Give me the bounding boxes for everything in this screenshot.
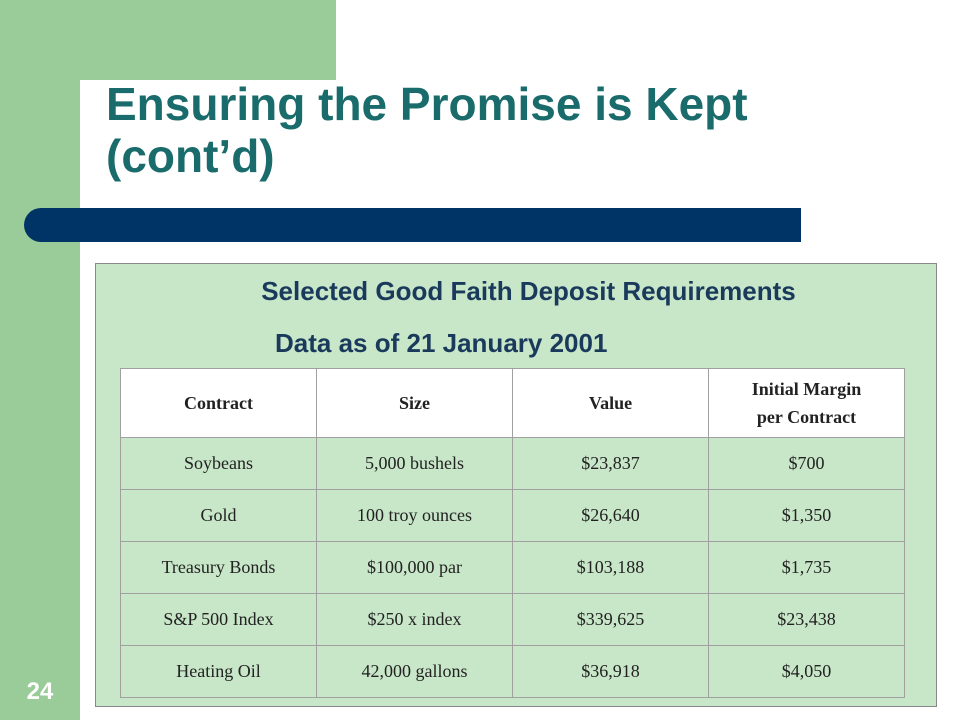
table-row — [121, 646, 905, 698]
slide-title-line-2: (cont’d) — [106, 130, 275, 182]
table-row — [121, 490, 905, 542]
cell-margin: $700 — [709, 438, 905, 490]
table-row — [121, 542, 905, 594]
cell-size: 5,000 bushels — [317, 438, 513, 490]
cell-contract: Treasury Bonds — [121, 542, 317, 594]
cell-value: $26,640 — [513, 490, 709, 542]
cell-contract: Gold — [121, 490, 317, 542]
cell-contract: Heating Oil — [121, 646, 317, 698]
cell-contract: S&P 500 Index — [121, 594, 317, 646]
cell-contract: Soybeans — [121, 438, 317, 490]
deposit-requirements-table — [120, 368, 905, 698]
cell-size: 42,000 gallons — [317, 646, 513, 698]
cell-value: $339,625 — [513, 594, 709, 646]
header-value: Value — [513, 369, 709, 438]
header-size: Size — [317, 369, 513, 438]
table-row — [121, 594, 905, 646]
slide-title-line-1: Ensuring the Promise is Kept — [106, 78, 748, 130]
cell-margin: $23,438 — [709, 594, 905, 646]
header-initial-margin-line-2: per Contract — [756, 407, 857, 427]
cell-value: $23,837 — [513, 438, 709, 490]
cell-value: $103,188 — [513, 542, 709, 594]
top-decorative-band — [0, 0, 336, 80]
header-contract: Contract — [121, 369, 317, 438]
cell-margin: $4,050 — [709, 646, 905, 698]
title-underline-bar — [24, 208, 801, 242]
header-initial-margin-line-1: Initial Margin — [751, 379, 862, 399]
cell-size: $250 x index — [317, 594, 513, 646]
cell-margin: $1,350 — [709, 490, 905, 542]
panel-subheading: Data as of 21 January 2001 — [275, 328, 608, 358]
cell-size: 100 troy ounces — [317, 490, 513, 542]
cell-size: $100,000 par — [317, 542, 513, 594]
table-header-row — [121, 369, 905, 438]
cell-margin: $1,735 — [709, 542, 905, 594]
slide-title — [106, 78, 926, 182]
table-row — [121, 438, 905, 490]
cell-value: $36,918 — [513, 646, 709, 698]
left-decorative-band — [0, 0, 80, 720]
slide-number: 24 — [26, 678, 54, 705]
panel-heading: Selected Good Faith Deposit Requirements — [261, 276, 796, 306]
header-initial-margin — [709, 369, 905, 438]
